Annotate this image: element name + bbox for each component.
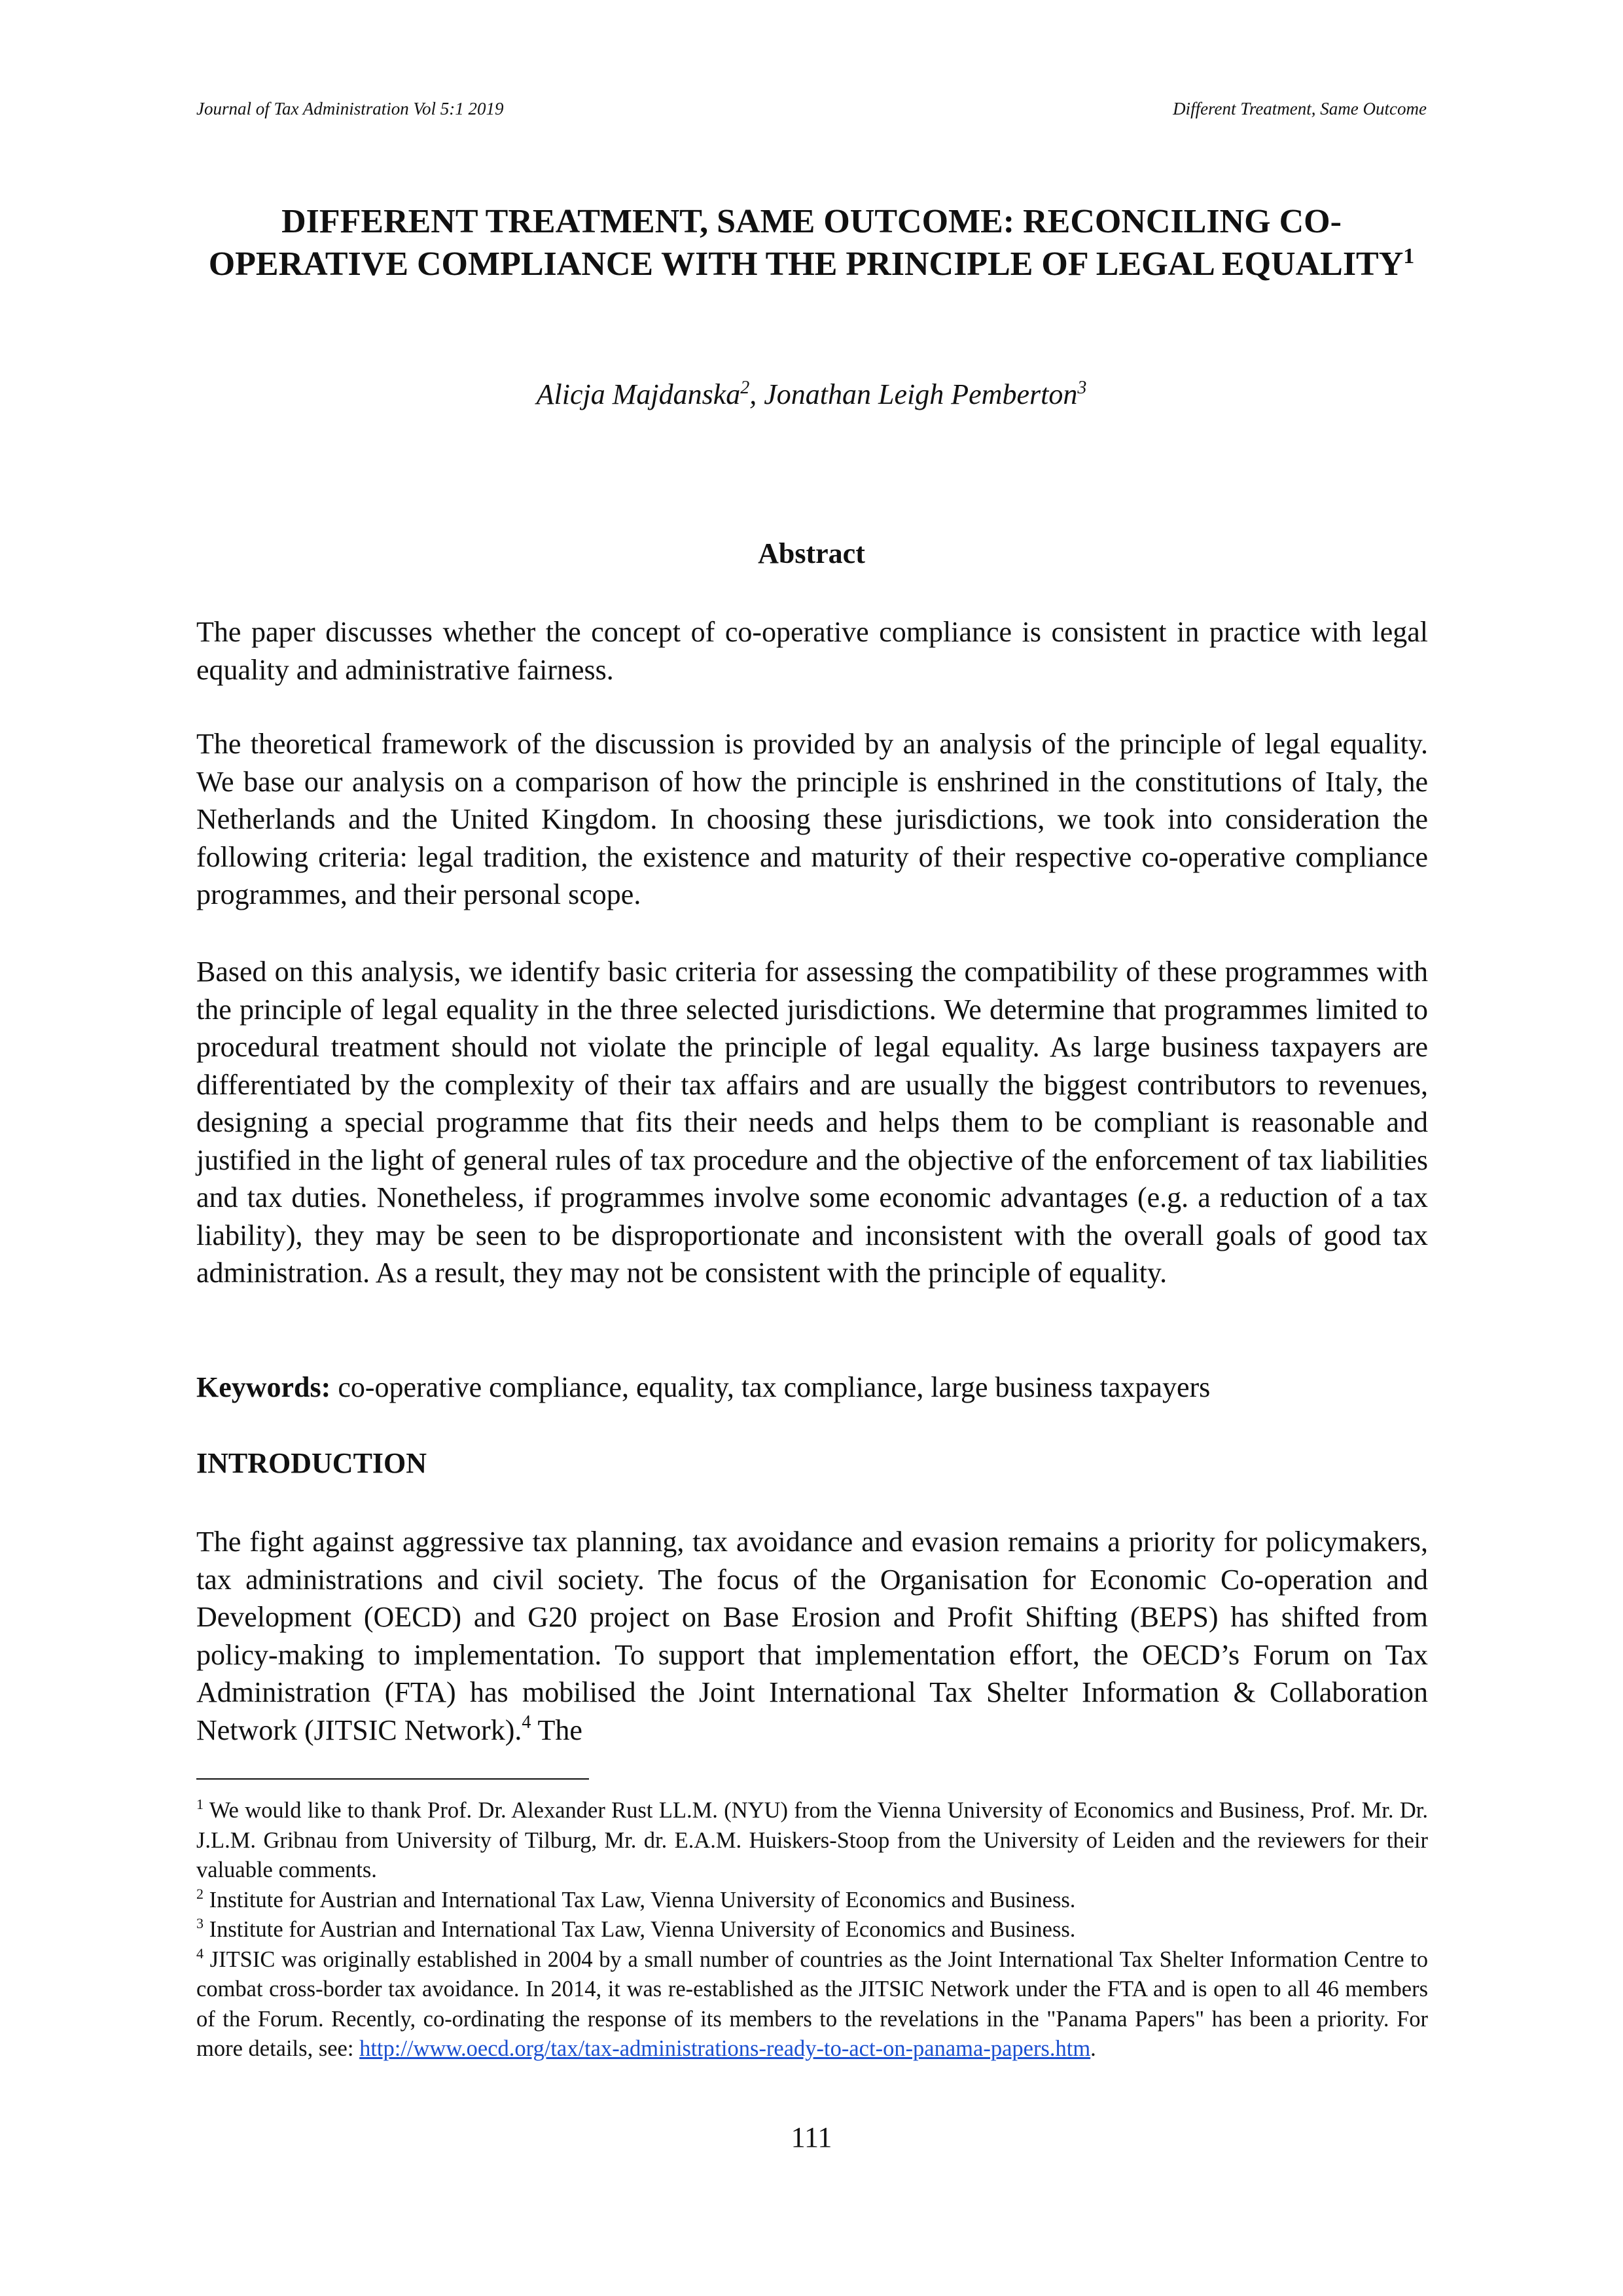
author-footnote-mark: 2 xyxy=(740,378,750,398)
footnote xyxy=(196,1915,1428,1945)
footnote xyxy=(196,1796,1428,1886)
footnote-mark: 3 xyxy=(196,1915,204,1931)
footnote-reference-mark: 4 xyxy=(522,1712,531,1732)
introduction-paragraph xyxy=(196,1523,1428,1749)
footnote-mark: 2 xyxy=(196,1885,204,1902)
introduction-text-tail: The xyxy=(531,1713,582,1746)
title-footnote-mark: 1 xyxy=(1403,244,1415,268)
keywords-list: co-operative compliance, equality, tax compliance, large business taxpayers xyxy=(330,1371,1211,1403)
footnotes xyxy=(196,1796,1428,2064)
footnote-mark: 4 xyxy=(196,1945,204,1962)
paper-title xyxy=(196,200,1427,285)
author-name: Jonathan Leigh Pemberton xyxy=(764,378,1078,410)
abstract-paragraph: The theoretical framework of the discussion is provided by an analysis of the principle of legal equality. We base our analysis on a comparison of how the principle is enshrined in the constitutions of Italy, the Netherlands and the United Kingdom. In choosing these jurisdictions, we took into consideration the following criteria: legal tradition, the existence and maturity of their respective co-operative compliance programmes, and their personal scope. xyxy=(196,728,1428,910)
footnote-text: Institute for Austrian and International Tax Law, Vienna University of Economics and Business. xyxy=(204,1917,1076,1942)
footnote-mark: 1 xyxy=(196,1796,204,1812)
abstract-heading: Abstract xyxy=(758,537,865,569)
running-head-short-title: Different Treatment, Same Outcome xyxy=(1173,99,1427,118)
author-list xyxy=(196,376,1427,413)
page-number: 111 xyxy=(791,2121,832,2153)
keywords-line xyxy=(196,1369,1428,1407)
oecd-link[interactable]: http://www.oecd.org/tax/tax-administrations-ready-to-act-on-panama-papers.htm xyxy=(359,2036,1091,2061)
footnote-text-tail: . xyxy=(1090,2036,1096,2061)
footnote-separator xyxy=(196,1778,589,1780)
footnote-text: JITSIC was originally established in 2004 by a small number of countries as the Joint International Tax Shelter Information Centre to combat cross-border tax avoidance. In 2014, it was re-established as the JITSIC Network under the FTA and is open to all 46 members of the Forum. Recently, co-ordinating the response of its members to the revelations in the "Panama Papers" has been a priority. For more details, see: xyxy=(196,1946,1428,2061)
footnote xyxy=(196,1945,1428,2064)
abstract-paragraph: The paper discusses whether the concept of co-operative compliance is consistent in practice with legal equality and administrative fairness. xyxy=(196,616,1428,686)
abstract-paragraph: Based on this analysis, we identify basic criteria for assessing the compatibility of these programmes with the principle of legal equality in the three selected jurisdictions. We determine that programmes limited to procedural treatment should not violate the principle of legal equality. As large business taxpayers are differentiated by the complexity of their tax affairs and are usually the biggest contributors to revenues, designing a special programme that fits their needs and helps them to be compliant is reasonable and justified in the light of general rules of tax procedure and the objective of the enforcement of tax liabilities and tax duties. Nonetheless, if programmes involve some economic advantages (e.g. a reduction of a tax liability), they may be seen to be disproportionate and inconsistent with the overall goals of good tax administration. As a result, they may not be consistent with the principle of equality. xyxy=(196,956,1428,1289)
introduction-text: The fight against aggressive tax planning, tax avoidance and evasion remains a priority for policymakers, tax administrations and civil society. The focus of the Organisation for Economic Co-operation and Development (OECD) and G20 project on Base Erosion and Profit Shifting (BEPS) has shifted from policy-making to implementation. To support that implementation effort, the OECD’s Forum on Tax Administration (FTA) has mobilised the Joint International Tax Shelter Information & Collaboration Network (JITSIC Network). xyxy=(196,1526,1428,1746)
introduction-heading: INTRODUCTION xyxy=(196,1447,427,1479)
footnote-text: Institute for Austrian and International Tax Law, Vienna University of Economics and Business. xyxy=(204,1887,1076,1912)
author-separator: , xyxy=(749,378,764,410)
footnote xyxy=(196,1886,1428,1916)
keywords-label: Keywords: xyxy=(196,1371,331,1403)
author-footnote-mark: 3 xyxy=(1077,378,1087,398)
footnote-text: We would like to thank Prof. Dr. Alexander Rust LL.M. (NYU) from the Vienna University of Economics and Business, Prof. Mr. Dr. J.L.M. Gribnau from University of Tilburg, Mr. dr. E.A.M. Huiskers-Stoop from the University of Leiden and the reviewers for their valuable comments. xyxy=(196,1798,1428,1882)
paper-title-text: DIFFERENT TREATMENT, SAME OUTCOME: RECONCILING CO-OPERATIVE COMPLIANCE WITH THE PRINCIPLE OF LEGAL EQUALITY xyxy=(208,203,1404,283)
author-name: Alicja Majdanska xyxy=(536,378,741,410)
running-head-journal: Journal of Tax Administration Vol 5:1 2019 xyxy=(196,99,504,118)
